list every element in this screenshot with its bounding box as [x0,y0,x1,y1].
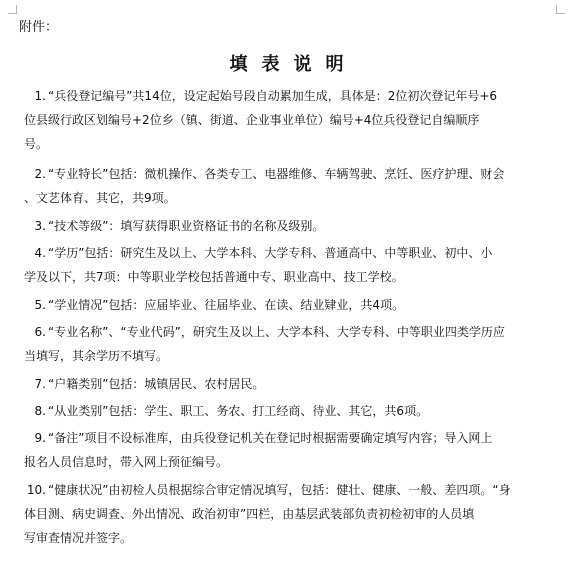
list-item [14,426,554,474]
list-item [14,293,554,317]
page-title: 填表说明 [229,54,358,75]
list-item-number: 1. [34,89,46,103]
list-item [14,84,554,156]
list-item-line: “健康状况”由初检人员根据综合审定情况填写，包括：健壮、健康、一般、差四项。“身 [48,483,511,497]
list-item-line: “专业特长”包括：微机操作、各类专工、电器维修、车辆驾驶、烹饪、医疗护理、财会 [48,167,505,181]
list-item-line: 写审查情况并签字。 [24,531,133,545]
list-item [14,372,554,396]
list-item-line: “专业名称”、“专业代码”，研究生及以上、大学本科、大学专科、中等职业四类学历应 [48,325,505,339]
list-item-line: 体目测、病史调查、外出情况、政治初审”四栏，由基层武装部负责初检初审的人员填 [24,507,475,521]
list-item-number: 6. [34,325,46,339]
list-item-line: “学业情况”包括：应届毕业、往届毕业、在读、结业肄业，共4项。 [48,298,405,312]
list-item-number: 5. [34,298,46,312]
list-item-number: 3. [34,219,46,233]
list-item-line: “学历”包括：研究生及以上、大学本科、大学专科、普通高中、中等职业、初中、小 [48,246,493,260]
list-item [14,320,554,368]
list-item [14,241,554,289]
list-item-line: 号。 [24,137,49,151]
list-item-line: “户籍类别”包括：城镇居民、农村居民。 [48,377,265,391]
list-item-number: 8. [34,404,46,418]
attachment-label: 附件： [19,20,59,35]
list-item-number: 9. [34,431,46,445]
list-item-line: “兵役登记编号”共14位，设定起始号段自动累加生成，具体是：2位初次登记年号+6 [48,89,498,103]
list-item-line: 学及以下，共7项：中等职业学校包括普通中专、职业高中、技工学校。 [24,270,404,284]
list-item-line: “从业类别”包括：学生、职工、务农、打工经商、待业、其它，共6项。 [48,404,429,418]
list-item [14,478,554,550]
list-item [14,399,554,423]
list-item-line: 当填写，其余学历不填写。 [24,349,169,363]
list-item-number: 10. [26,483,46,497]
list-item-number: 7. [34,377,46,391]
list-item-line: 、文艺体育、其它，共9项。 [24,191,176,205]
list-item-line: “备注”项目不设标准库，由兵役登记机关在登记时根据需要确定填写内容；导入网上 [48,431,493,445]
list-item [14,214,554,238]
list-item-line: 位县级行政区划编号+2位乡（镇、街道、企业事业单位）编号+4位兵役登记自编顺序 [24,113,480,127]
list-item-number: 2. [34,167,46,181]
list-item-number: 4. [34,246,46,260]
list-item-line: 报名人员信息时，带入网上预征编号。 [24,455,229,469]
list-item [14,162,554,210]
list-item-line: “技术等级”：填写获得职业资格证书的名称及级别。 [48,219,325,233]
